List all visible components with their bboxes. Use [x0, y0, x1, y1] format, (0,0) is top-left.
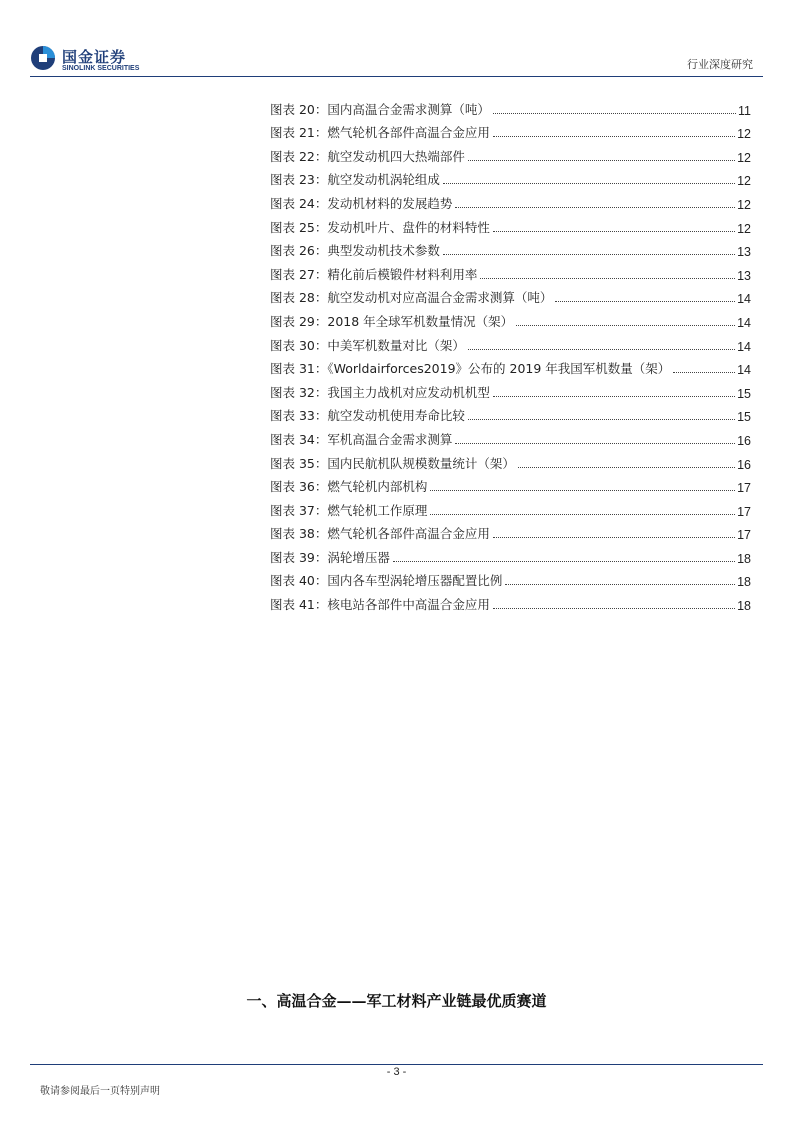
toc-dot-leader	[493, 112, 736, 114]
toc-entry[interactable]	[270, 354, 751, 378]
toc-entry-label: 图表 36：燃气轮机内部机构	[270, 479, 428, 495]
toc-entry-page: 13	[737, 268, 751, 283]
company-logo	[30, 45, 150, 75]
toc-dot-leader	[673, 371, 735, 373]
toc-dot-leader	[455, 442, 735, 444]
toc-entry[interactable]	[270, 401, 751, 425]
report-type-label: 行业深度研究	[687, 58, 753, 71]
toc-entry-label: 图表 34：军机高温合金需求测算	[270, 431, 453, 447]
logo-text-en: SINOLINK SECURITIES	[62, 65, 140, 72]
toc-entry-label: 图表 41：核电站各部件中高温合金应用	[270, 597, 490, 613]
toc-entry[interactable]	[270, 542, 751, 566]
table-of-figures	[270, 94, 751, 613]
toc-dot-leader	[430, 513, 735, 515]
toc-entry-page: 11	[738, 103, 751, 118]
toc-dot-leader	[505, 583, 735, 585]
toc-entry-page: 12	[737, 197, 751, 212]
toc-entry-label: 图表 22：航空发动机四大热端部件	[270, 148, 465, 164]
toc-dot-leader	[493, 395, 735, 397]
toc-dot-leader	[430, 489, 735, 491]
toc-entry[interactable]	[270, 165, 751, 189]
toc-entry-page: 14	[737, 315, 751, 330]
toc-dot-leader	[480, 277, 735, 279]
toc-entry-page: 12	[737, 174, 751, 189]
toc-entry[interactable]	[270, 212, 751, 236]
toc-dot-leader	[518, 466, 735, 468]
toc-entry-label: 图表 33：航空发动机使用寿命比较	[270, 408, 465, 424]
toc-entry[interactable]	[270, 424, 751, 448]
toc-entry-label: 图表 29：2018 年全球军机数量情况（架）	[270, 313, 514, 329]
toc-entry-page: 15	[737, 410, 751, 425]
toc-dot-leader	[493, 607, 735, 609]
toc-entry-label: 图表 32：我国主力战机对应发动机机型	[270, 384, 490, 400]
toc-entry-page: 15	[737, 386, 751, 401]
toc-entry-label: 图表 35：国内民航机队规模数量统计（架）	[270, 455, 515, 471]
toc-entry-page: 16	[737, 457, 751, 472]
toc-entry-label: 图表 20：国内高温合金需求测算（吨）	[270, 101, 490, 117]
toc-entry-page: 14	[737, 363, 751, 378]
toc-entry-label: 图表 40：国内各车型涡轮增压器配置比例	[270, 573, 503, 589]
toc-dot-leader	[493, 135, 735, 137]
toc-entry[interactable]	[270, 330, 751, 354]
toc-entry-page: 16	[737, 433, 751, 448]
toc-entry[interactable]	[270, 589, 751, 613]
toc-entry-label: 图表 37：燃气轮机工作原理	[270, 502, 428, 518]
toc-entry-page: 14	[737, 292, 751, 307]
toc-entry[interactable]	[270, 519, 751, 543]
toc-dot-leader	[493, 536, 735, 538]
logo-text-cn: 国金证券	[62, 48, 127, 66]
section-heading: 一、高温合金——军工材料产业链最优质赛道	[246, 992, 547, 1010]
toc-dot-leader	[443, 182, 735, 184]
toc-entry-page: 18	[737, 599, 751, 614]
toc-entry-label: 图表 25：发动机叶片、盘件的材料特性	[270, 219, 490, 235]
toc-entry[interactable]	[270, 495, 751, 519]
toc-dot-leader	[468, 159, 735, 161]
toc-dot-leader	[516, 324, 735, 326]
toc-entry-label: 图表 31：《Worldairforces2019》公布的 2019 年我国军机数量（架）	[270, 361, 671, 377]
toc-entry-label: 图表 24：发动机材料的发展趋势	[270, 195, 453, 211]
toc-entry-label: 图表 28：航空发动机对应高温合金需求测算（吨）	[270, 290, 553, 306]
toc-entry-page: 12	[737, 221, 751, 236]
toc-entry-page: 17	[737, 504, 751, 519]
toc-entry-label: 图表 39：涡轮增压器	[270, 549, 390, 565]
toc-entry[interactable]	[270, 118, 751, 142]
toc-entry-label: 图表 30：中美军机数量对比（架）	[270, 337, 465, 353]
toc-entry-label: 图表 27：精化前后模锻件材料利用率	[270, 266, 478, 282]
toc-dot-leader	[555, 300, 735, 302]
toc-entry-page: 18	[737, 551, 751, 566]
toc-entry-label: 图表 38：燃气轮机各部件高温合金应用	[270, 526, 490, 542]
toc-entry[interactable]	[270, 448, 751, 472]
toc-entry-page: 18	[737, 575, 751, 590]
toc-dot-leader	[468, 348, 735, 350]
sinolink-logo-icon	[30, 45, 56, 71]
toc-entry[interactable]	[270, 377, 751, 401]
toc-entry[interactable]	[270, 472, 751, 496]
toc-dot-leader	[443, 253, 735, 255]
toc-entry[interactable]	[270, 141, 751, 165]
toc-entry[interactable]	[270, 94, 751, 118]
toc-entry-page: 12	[737, 127, 751, 142]
toc-entry[interactable]	[270, 566, 751, 590]
toc-entry-label: 图表 26：典型发动机技术参数	[270, 243, 440, 259]
toc-entry-label: 图表 23：航空发动机涡轮组成	[270, 172, 440, 188]
toc-entry[interactable]	[270, 283, 751, 307]
toc-entry[interactable]	[270, 259, 751, 283]
toc-entry-page: 17	[737, 481, 751, 496]
disclaimer-note: 敬请参阅最后一页特别声明	[40, 1086, 160, 1097]
toc-dot-leader	[468, 418, 735, 420]
toc-entry-page: 14	[737, 339, 751, 354]
toc-entry[interactable]	[270, 236, 751, 260]
toc-entry[interactable]	[270, 306, 751, 330]
toc-entry-page: 12	[737, 150, 751, 165]
page-number: - 3 -	[386, 1066, 407, 1078]
toc-dot-leader	[493, 230, 735, 232]
toc-entry-page: 17	[737, 528, 751, 543]
header-divider	[30, 76, 763, 77]
toc-entry-page: 13	[737, 245, 751, 260]
toc-entry-label: 图表 21：燃气轮机各部件高温合金应用	[270, 125, 490, 141]
footer-divider	[30, 1064, 763, 1065]
toc-entry[interactable]	[270, 188, 751, 212]
toc-dot-leader	[393, 560, 735, 562]
toc-dot-leader	[455, 206, 735, 208]
